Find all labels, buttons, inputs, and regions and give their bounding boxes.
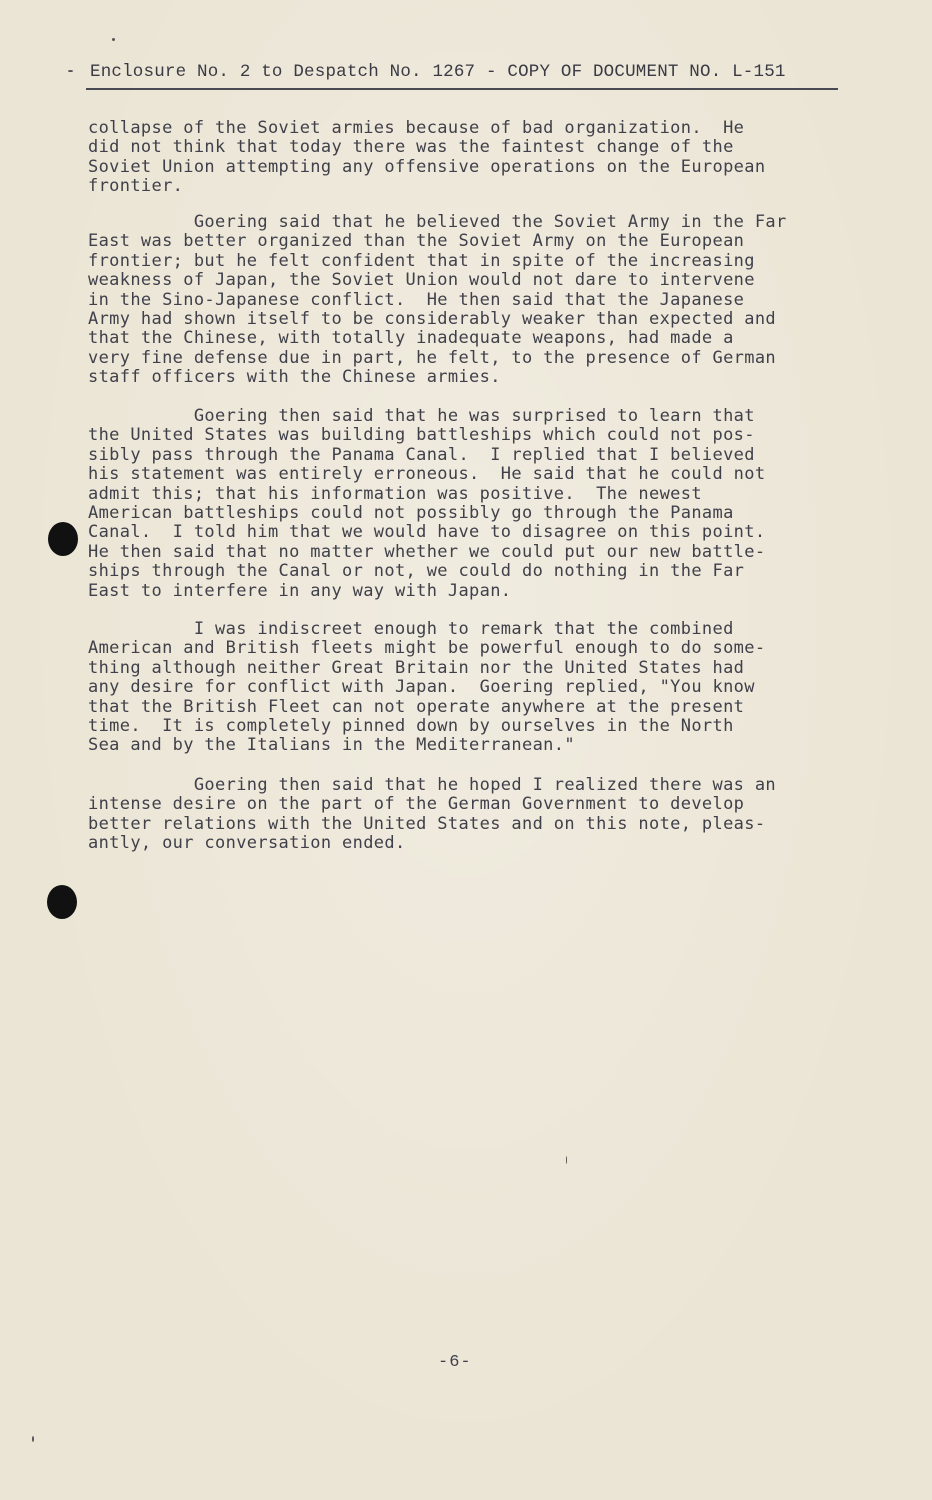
paragraph-1: collapse of the Soviet armies because of bad organization. He did not think that today there was the faintest change of the Soviet Union attempting any offensive operations on the European frontier. [88,118,766,197]
punch-hole-top [48,522,78,556]
page-number: -6- [438,1353,472,1372]
document-header: Enclosure No. 2 to Despatch No. 1267 - COPY OF DOCUMENT NO. L-151 [90,62,786,82]
paper-speck [32,1436,34,1442]
paper-speck [112,38,115,41]
punch-hole-bottom [47,885,77,919]
header-underline [86,88,838,90]
paper-speck [68,70,73,72]
paper-speck [566,1156,567,1164]
paragraph-5: Goering then said that he hoped I realized there was an intense desire on the part of the German Government to develop better relations with the United States and on this note, pleas- antly, our conversation ended. [88,775,777,854]
paragraph-3: Goering then said that he was surprised to learn that the United States was building battleships which could not pos- sibly pass through the Panama Canal. I replied that I believed his statement was entirely erroneous. He said that he could not admit this; that his information was positive. The newest American battleships could not possibly go through the Panama Canal. I told him that we would have to disagree on this point. He then said that no matter whether we could put our new battle- ships through the Canal or not, we could do nothing in the Far East to interfere in any way with Japan. [88,406,766,601]
paragraph-4: I was indiscreet enough to remark that the combined American and British fleets might be powerful enough to do some- thing although neither Great Britain nor the United States had any desire for conflict with Japan. Goering replied, "You know that the British Fleet can not operate anywhere at the present time. It is completely pinned down by ourselves in the North Sea and by the Italians in the Mediterranean." [88,619,766,756]
paragraph-2: Goering said that he believed the Soviet Army in the Far East was better organized than the Soviet Army on the European frontier; but he felt confident that in spite of the increasing weakness of Japan, the Soviet Union would not dare to intervene in the Sino-Japanese conflict. He then said that the Japanese Army had shown itself to be considerably weaker than expected and that the Chinese, with totally inadequate weapons, had made a very fine defense due in part, he felt, to the presence of German staff officers with the Chinese armies. [88,212,787,388]
